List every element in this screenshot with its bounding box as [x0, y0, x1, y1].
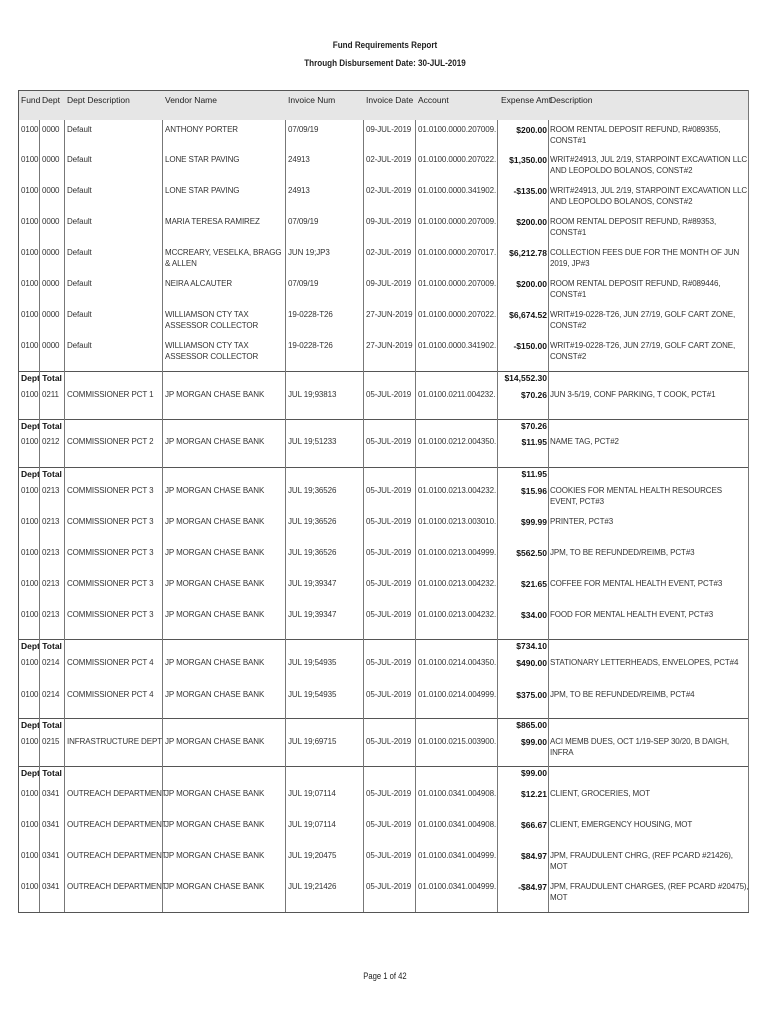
cell-account: 01.0100.0000.341902.	[418, 341, 497, 350]
cell-description: WRIT#19-0228-T26, JUN 27/19, GOLF CART ZONE, CONST#2	[550, 310, 736, 330]
cell-dept: 0000	[42, 217, 60, 226]
cell-invoice-date: 05-JUL-2019	[366, 658, 412, 667]
col-expense-amt: Expense Amt	[501, 95, 552, 105]
cell-invoice-date: 02-JUL-2019	[366, 248, 412, 257]
cell-vendor: WILLIAMSON CTY TAX ASSESSOR COLLECTOR	[165, 341, 259, 361]
cell-vendor: JP MORGAN CHASE BANK	[165, 851, 265, 860]
cell-description: ROOM RENTAL DEPOSIT REFUND, R#089355, CONST#1	[550, 125, 721, 145]
cell-invoice-num: JUL 19;07114	[288, 820, 336, 829]
cell-expense-amt: $6,212.78	[509, 248, 547, 258]
cell-dept-desc: OUTREACH DEPARTMENT	[67, 851, 167, 860]
cell-invoice-date: 05-JUL-2019	[366, 517, 412, 526]
cell-dept: 0214	[42, 690, 60, 699]
cell-account: 01.0100.0213.004232.	[418, 610, 497, 619]
cell-vendor: LONE STAR PAVING	[165, 155, 240, 164]
cell-description: JPM, TO BE REFUNDED/REIMB, PCT#3	[550, 548, 695, 557]
cell-description: JPM, FRAUDULENT CHARGES, (REF PCARD #20475), MOT	[550, 882, 749, 902]
cell-fund: 0100	[21, 690, 39, 699]
cell-invoice-num: 07/09/19	[288, 279, 319, 288]
cell-expense-amt: $66.67	[521, 820, 547, 830]
cell-dept-desc: COMMISSIONER PCT 4	[67, 658, 154, 667]
cell-invoice-date: 05-JUL-2019	[366, 610, 412, 619]
col-invoice-date: Invoice Date	[366, 95, 414, 105]
cell-dept: 0000	[42, 155, 60, 164]
cell-expense-amt: $6,674.52	[509, 310, 547, 320]
dept-total-row	[19, 718, 749, 733]
cell-account: 01.0100.0000.207009.	[418, 279, 497, 288]
table-right-border	[748, 90, 749, 912]
report-subtitle: Through Disbursement Date: 30-JUL-2019	[304, 58, 466, 68]
col-fund: Fund	[21, 95, 41, 105]
col-dept: Dept	[42, 95, 60, 105]
col-dept-desc: Dept Description	[67, 95, 130, 105]
cell-account: 01.0100.0213.004232.	[418, 579, 497, 588]
cell-invoice-num: 19-0228-T26	[288, 310, 333, 319]
cell-expense-amt: $562.50	[516, 548, 547, 558]
column-divider	[285, 120, 286, 912]
cell-account: 01.0100.0211.004232.	[418, 390, 496, 399]
cell-dept: 0341	[42, 882, 60, 891]
cell-invoice-date: 05-JUL-2019	[366, 882, 412, 891]
dept-total-amount: $11.95	[521, 469, 547, 479]
cell-invoice-num: JUL 19;36526	[288, 548, 337, 557]
cell-expense-amt: $99.99	[521, 517, 547, 527]
cell-dept-desc: Default	[67, 155, 92, 164]
cell-vendor: JP MORGAN CHASE BANK	[165, 789, 265, 798]
cell-expense-amt: -$135.00	[513, 186, 547, 196]
cell-account: 01.0100.0213.003010.	[418, 517, 497, 526]
cell-dept: 0000	[42, 125, 60, 134]
column-divider	[548, 120, 549, 912]
cell-invoice-date: 05-JUL-2019	[366, 486, 412, 495]
cell-invoice-num: 24913	[288, 155, 310, 164]
cell-dept-desc: Default	[67, 310, 92, 319]
cell-description: COFFEE FOR MENTAL HEALTH EVENT, PCT#3	[550, 579, 723, 588]
dept-total-amount: $14,552.30	[504, 373, 547, 383]
cell-fund: 0100	[21, 279, 39, 288]
cell-vendor: JP MORGAN CHASE BANK	[165, 737, 265, 746]
cell-fund: 0100	[21, 310, 39, 319]
cell-vendor: JP MORGAN CHASE BANK	[165, 390, 265, 399]
cell-invoice-date: 05-JUL-2019	[366, 820, 412, 829]
cell-account: 01.0100.0214.004999.	[418, 690, 497, 699]
cell-invoice-num: JUL 19;20475	[288, 851, 337, 860]
cell-expense-amt: $200.00	[516, 125, 547, 135]
cell-expense-amt: -$150.00	[513, 341, 547, 351]
col-vendor: Vendor Name	[165, 95, 217, 105]
cell-description: COLLECTION FEES DUE FOR THE MONTH OF JUN 2019, JP#3	[550, 248, 740, 268]
cell-vendor: JP MORGAN CHASE BANK	[165, 437, 265, 446]
cell-account: 01.0100.0214.004350.	[418, 658, 497, 667]
cell-vendor: JP MORGAN CHASE BANK	[165, 820, 265, 829]
dept-total-amount: $865.00	[516, 720, 547, 730]
cell-account: 01.0100.0000.207009.	[418, 217, 497, 226]
cell-description: FOOD FOR MENTAL HEALTH EVENT, PCT#3	[550, 610, 714, 619]
cell-fund: 0100	[21, 341, 39, 350]
cell-invoice-num: JUL 19;54935	[288, 690, 337, 699]
cell-description: COOKIES FOR MENTAL HEALTH RESOURCES EVENT, PCT#3	[550, 486, 722, 506]
cell-vendor: LONE STAR PAVING	[165, 186, 240, 195]
dept-total-amount: $70.26	[521, 421, 547, 431]
cell-invoice-date: 09-JUL-2019	[366, 217, 412, 226]
cell-dept: 0000	[42, 341, 60, 350]
cell-dept-desc: OUTREACH DEPARTMENT	[67, 820, 167, 829]
cell-description: ACI MEMB DUES, OCT 1/19-SEP 30/20, B DAIGH, INFRA	[550, 737, 730, 757]
dept-total-row	[19, 371, 749, 386]
cell-dept: 0000	[42, 248, 60, 257]
cell-fund: 0100	[21, 610, 39, 619]
cell-dept: 0213	[42, 517, 60, 526]
cell-dept: 0211	[42, 390, 59, 399]
dept-total-row	[19, 766, 749, 781]
cell-fund: 0100	[21, 217, 39, 226]
cell-account: 01.0100.0212.004350.	[418, 437, 497, 446]
cell-expense-amt: $1,350.00	[509, 155, 547, 165]
cell-account: 01.0100.0215.003900.	[418, 737, 497, 746]
cell-dept-desc: Default	[67, 248, 92, 257]
cell-invoice-num: 07/09/19	[288, 217, 319, 226]
cell-expense-amt: $11.95	[521, 437, 547, 447]
column-divider	[363, 120, 364, 912]
cell-invoice-date: 27-JUN-2019	[366, 341, 413, 350]
cell-account: 01.0100.0000.207022.	[418, 310, 497, 319]
cell-account: 01.0100.0341.004999.	[418, 882, 497, 891]
column-divider	[497, 120, 498, 912]
cell-dept-desc: COMMISSIONER PCT 3	[67, 486, 154, 495]
cell-expense-amt: $99.00	[521, 737, 547, 747]
cell-invoice-num: JUL 19;54935	[288, 658, 337, 667]
column-divider	[415, 120, 416, 912]
cell-vendor: MCCREARY, VESELKA, BRAGG & ALLEN	[165, 248, 282, 268]
dept-total-label: Dept Total	[21, 720, 62, 730]
cell-expense-amt: $21.65	[521, 579, 547, 589]
column-divider	[39, 120, 40, 912]
cell-fund: 0100	[21, 437, 39, 446]
cell-invoice-num: 07/09/19	[288, 125, 319, 134]
cell-vendor: ANTHONY PORTER	[165, 125, 238, 134]
cell-description: ROOM RENTAL DEPOSIT REFUND, R#089446, CONST#1	[550, 279, 721, 299]
cell-invoice-date: 05-JUL-2019	[366, 437, 412, 446]
cell-dept-desc: COMMISSIONER PCT 3	[67, 517, 154, 526]
dept-total-label: Dept Total	[21, 768, 62, 778]
cell-vendor: JP MORGAN CHASE BANK	[165, 610, 265, 619]
cell-dept: 0213	[42, 579, 60, 588]
cell-invoice-date: 02-JUL-2019	[366, 186, 412, 195]
cell-invoice-num: JUN 19;JP3	[288, 248, 330, 257]
cell-dept-desc: COMMISSIONER PCT 4	[67, 690, 154, 699]
cell-invoice-num: JUL 19;36526	[288, 486, 337, 495]
cell-expense-amt: $490.00	[516, 658, 547, 668]
cell-invoice-num: JUL 19;51233	[288, 437, 337, 446]
cell-invoice-num: JUL 19;36526	[288, 517, 337, 526]
cell-expense-amt: -$84.97	[518, 882, 547, 892]
cell-account: 01.0100.0213.004999.	[418, 548, 497, 557]
cell-fund: 0100	[21, 186, 39, 195]
cell-description: WRIT#19-0228-T26, JUN 27/19, GOLF CART ZONE, CONST#2	[550, 341, 736, 361]
cell-expense-amt: $200.00	[516, 217, 547, 227]
cell-account: 01.0100.0213.004232.	[418, 486, 497, 495]
cell-description: STATIONARY LETTERHEADS, ENVELOPES, PCT#4	[550, 658, 739, 667]
dept-total-row	[19, 639, 749, 654]
cell-invoice-date: 02-JUL-2019	[366, 155, 412, 164]
cell-fund: 0100	[21, 851, 39, 860]
dept-total-amount: $99.00	[521, 768, 547, 778]
cell-dept-desc: OUTREACH DEPARTMENT	[67, 789, 167, 798]
cell-invoice-num: 19-0228-T26	[288, 341, 333, 350]
cell-invoice-date: 05-JUL-2019	[366, 789, 412, 798]
cell-description: NAME TAG, PCT#2	[550, 437, 619, 446]
cell-vendor: JP MORGAN CHASE BANK	[165, 517, 265, 526]
cell-fund: 0100	[21, 486, 39, 495]
cell-fund: 0100	[21, 579, 39, 588]
cell-account: 01.0100.0000.207017.	[418, 248, 497, 257]
cell-invoice-date: 05-JUL-2019	[366, 690, 412, 699]
col-description: Description	[550, 95, 593, 105]
cell-expense-amt: $12.21	[521, 789, 547, 799]
cell-expense-amt: $375.00	[516, 690, 547, 700]
cell-fund: 0100	[21, 517, 39, 526]
cell-fund: 0100	[21, 882, 39, 891]
cell-invoice-num: JUL 19;39347	[288, 610, 337, 619]
cell-invoice-date: 05-JUL-2019	[366, 737, 412, 746]
cell-vendor: JP MORGAN CHASE BANK	[165, 579, 265, 588]
cell-dept-desc: Default	[67, 217, 92, 226]
cell-invoice-num: JUL 19;07114	[288, 789, 336, 798]
dept-total-amount: $734.10	[516, 641, 547, 651]
column-divider	[162, 120, 163, 912]
col-invoice-num: Invoice Num	[288, 95, 336, 105]
dept-total-row	[19, 467, 749, 482]
cell-description: PRINTER, PCT#3	[550, 517, 614, 526]
cell-description: ROOM RENTAL DEPOSIT REFUND, R#89353, CONST#1	[550, 217, 717, 237]
table-header	[19, 90, 749, 120]
cell-fund: 0100	[21, 548, 39, 557]
report-table	[18, 90, 749, 913]
column-divider	[64, 120, 65, 912]
cell-account: 01.0100.0341.004908.	[418, 820, 497, 829]
cell-dept-desc: COMMISSIONER PCT 3	[67, 548, 154, 557]
cell-vendor: WILLIAMSON CTY TAX ASSESSOR COLLECTOR	[165, 310, 259, 330]
cell-invoice-date: 05-JUL-2019	[366, 851, 412, 860]
cell-vendor: NEIRA ALCAUTER	[165, 279, 233, 288]
cell-dept: 0213	[42, 610, 60, 619]
cell-invoice-num: JUL 19;93813	[288, 390, 337, 399]
cell-account: 01.0100.0000.341902.	[418, 186, 497, 195]
cell-invoice-num: JUL 19;21426	[288, 882, 337, 891]
cell-dept-desc: COMMISSIONER PCT 2	[67, 437, 154, 446]
cell-description: WRIT#24913, JUL 2/19, STARPOINT EXCAVATION LLC AND LEOPOLDO BOLANOS, CONST#2	[550, 155, 748, 175]
cell-expense-amt: $34.00	[521, 610, 547, 620]
cell-vendor: JP MORGAN CHASE BANK	[165, 882, 265, 891]
cell-account: 01.0100.0341.004999.	[418, 851, 497, 860]
cell-dept: 0213	[42, 548, 60, 557]
cell-description: CLIENT, EMERGENCY HOUSING, MOT	[550, 820, 693, 829]
cell-dept: 0000	[42, 279, 60, 288]
cell-vendor: JP MORGAN CHASE BANK	[165, 486, 265, 495]
page-number: Page 1 of 42	[363, 971, 407, 981]
cell-dept: 0341	[42, 789, 60, 798]
cell-expense-amt: $15.96	[521, 486, 547, 496]
cell-dept-desc: INFRASTRUCTURE DEPT	[67, 737, 162, 746]
cell-dept-desc: COMMISSIONER PCT 1	[67, 390, 154, 399]
dept-total-label: Dept Total	[21, 421, 62, 431]
col-account: Account	[418, 95, 449, 105]
cell-dept-desc: Default	[67, 186, 92, 195]
cell-fund: 0100	[21, 658, 39, 667]
cell-dept: 0214	[42, 658, 60, 667]
cell-dept-desc: Default	[67, 279, 92, 288]
dept-total-row	[19, 419, 749, 434]
cell-invoice-num: JUL 19;39347	[288, 579, 337, 588]
cell-fund: 0100	[21, 390, 39, 399]
cell-invoice-date: 05-JUL-2019	[366, 548, 412, 557]
cell-description: CLIENT, GROCERIES, MOT	[550, 789, 651, 798]
cell-description: JUN 3-5/19, CONF PARKING, T COOK, PCT#1	[550, 390, 716, 399]
cell-invoice-date: 27-JUN-2019	[366, 310, 413, 319]
cell-fund: 0100	[21, 737, 39, 746]
cell-dept: 0215	[42, 737, 60, 746]
cell-fund: 0100	[21, 820, 39, 829]
cell-fund: 0100	[21, 789, 39, 798]
cell-dept: 0213	[42, 486, 60, 495]
cell-account: 01.0100.0000.207022.	[418, 155, 497, 164]
cell-invoice-num: JUL 19;69715	[288, 737, 337, 746]
cell-expense-amt: $84.97	[521, 851, 547, 861]
report-title: Fund Requirements Report	[332, 40, 438, 50]
dept-total-label: Dept Total	[21, 469, 62, 479]
cell-vendor: MARIA TERESA RAMIREZ	[165, 217, 260, 226]
cell-invoice-date: 05-JUL-2019	[366, 390, 412, 399]
cell-invoice-date: 05-JUL-2019	[366, 579, 412, 588]
cell-description: JPM, FRAUDULENT CHRG, (REF PCARD #21426), MOT	[550, 851, 733, 871]
cell-expense-amt: $70.26	[521, 390, 547, 400]
cell-invoice-num: 24913	[288, 186, 310, 195]
cell-invoice-date: 09-JUL-2019	[366, 125, 412, 134]
cell-dept-desc: OUTREACH DEPARTMENT	[67, 882, 167, 891]
cell-dept-desc: COMMISSIONER PCT 3	[67, 610, 154, 619]
cell-description: WRIT#24913, JUL 2/19, STARPOINT EXCAVATION LLC AND LEOPOLDO BOLANOS, CONST#2	[550, 186, 748, 206]
cell-dept-desc: Default	[67, 341, 92, 350]
cell-account: 01.0100.0000.207009.	[418, 125, 497, 134]
cell-invoice-date: 09-JUL-2019	[366, 279, 412, 288]
cell-dept: 0341	[42, 820, 60, 829]
dept-total-label: Dept Total	[21, 641, 62, 651]
cell-vendor: JP MORGAN CHASE BANK	[165, 690, 265, 699]
cell-dept-desc: COMMISSIONER PCT 3	[67, 579, 154, 588]
cell-dept: 0000	[42, 186, 60, 195]
cell-vendor: JP MORGAN CHASE BANK	[165, 548, 265, 557]
cell-dept-desc: Default	[67, 125, 92, 134]
cell-fund: 0100	[21, 248, 39, 257]
cell-dept: 0000	[42, 310, 60, 319]
cell-account: 01.0100.0341.004908.	[418, 789, 497, 798]
cell-description: JPM, TO BE REFUNDED/REIMB, PCT#4	[550, 690, 695, 699]
dept-total-label: Dept Total	[21, 373, 62, 383]
cell-dept: 0341	[42, 851, 60, 860]
cell-dept: 0212	[42, 437, 60, 446]
cell-fund: 0100	[21, 125, 39, 134]
cell-fund: 0100	[21, 155, 39, 164]
cell-vendor: JP MORGAN CHASE BANK	[165, 658, 265, 667]
cell-expense-amt: $200.00	[516, 279, 547, 289]
